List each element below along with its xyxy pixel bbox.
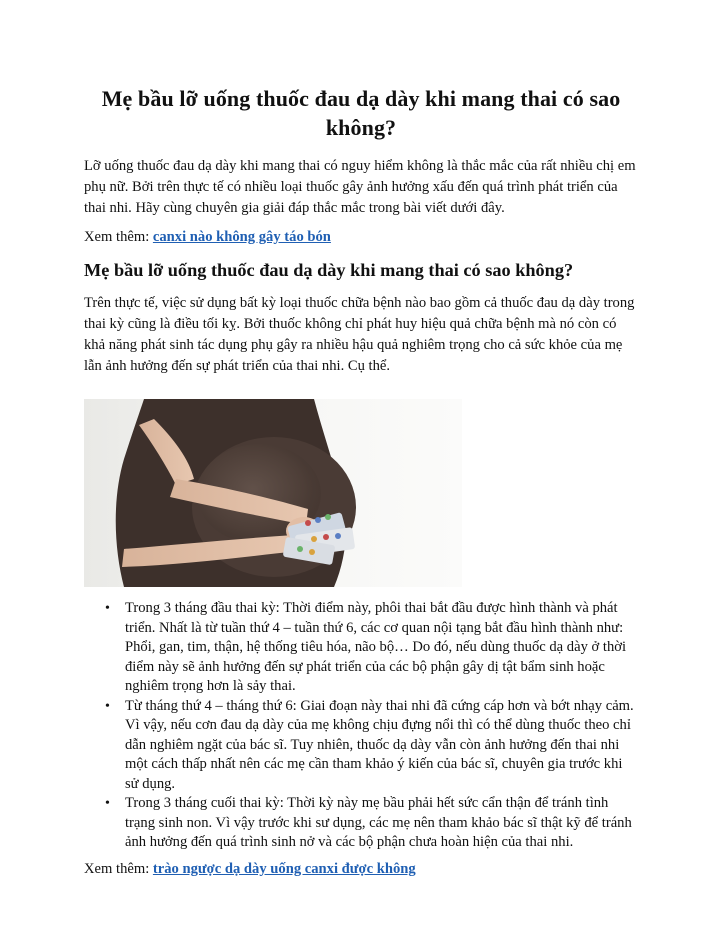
list-item <box>84 697 638 795</box>
see-also-1-link[interactable]: canxi nào không gây táo bón <box>152 229 331 245</box>
intro-paragraph: Lỡ uống thuốc đau dạ dày khi mang thai có nguy hiểm không là thắc mắc của rất nhiều chị em phụ nữ. Bởi trên thực tế có nhiều loại thuốc gây ảnh hưởng xấu đến quá trình phát triển của thai nhi. Hãy cùng chuyên gia giải đáp thắc mắc trong bài viết dưới đây. <box>84 158 636 216</box>
article-title: Mẹ bầu lỡ uống thuốc đau dạ dày khi mang thai có sao không? <box>101 86 621 140</box>
list-item-text: Trong 3 tháng đầu thai kỳ: Thời điểm này, phôi thai bắt đầu được hình thành và phát triển. Nhất là từ tuần thứ 4 – tuần thứ 6, các cơ quan nội tạng bắt đầu hình thành như: Phổi, gan, tim, thận, hệ thống tiêu hóa, não bộ… Do đó, nếu dùng thuốc dạ dày ở thời điểm này sẽ ảnh hưởng đến sự phát triển của các bộ phận gây dị tật bẩm sinh hoặc nghiêm trọng hơn là sảy thai. <box>125 600 627 694</box>
list-item-text: Trong 3 tháng cuối thai kỳ: Thời kỳ này mẹ bầu phải hết sức cẩn thận để tránh tình trạng sinh non. Vì vậy trước khi sư dụng, các mẹ nên tham khảo bác sĩ thật kỹ để tránh ảnh hưởng đến quá trình sinh nở và các bộ phận chưa hoàn hiện của thai nhi. <box>125 795 632 850</box>
see-also-2-prefix: Xem thêm: <box>84 860 153 877</box>
bullet-icon: • <box>105 601 110 616</box>
article-body <box>84 84 638 880</box>
see-also-2-link[interactable]: trào ngược dạ dày uống canxi được không <box>152 860 416 877</box>
list-item <box>84 794 638 853</box>
list-item-text: Từ tháng thứ 4 – tháng thứ 6: Giai đoạn này thai nhi đã cứng cáp hơn và bớt nhạy cảm. Vì vậy, nếu cơn đau dạ dày của mẹ không chịu đựng nổi thì có thể dùng thuốc theo chỉ dẫn nghiêm ngặt của bác sĩ. Tuy nhiên, thuốc dạ dày vẫn còn ảnh hưởng đến thai nhi một cách thấp nhất nên các mẹ cần tham khảo ý kiến của bác sĩ, chuyên gia trước khi sử dụng. <box>125 697 634 792</box>
bullet-icon: • <box>105 796 110 811</box>
see-also-2 <box>84 859 638 880</box>
section-heading: Mẹ bầu lỡ uống thuốc đau dạ dày khi mang thai có sao không? <box>84 260 574 280</box>
section-paragraph: Trên thực tế, việc sử dụng bất kỳ loại thuốc chữa bệnh nào bao gồm cả thuốc đau dạ dày trong thai kỳ cũng là điều tối kỵ. Bởi thuốc không chỉ phát huy hiệu quả chữa bệnh mà nó còn có khả năng phát sinh tác dụng phụ gây ra nhiều hậu quả nghiêm trọng cho cả sức khỏe của mẹ lẫn ảnh hưởng đến sự phát triển của thai nhi. Cụ thể. <box>84 295 635 374</box>
see-also-1-prefix: Xem thêm: <box>84 229 153 245</box>
trimester-list <box>84 599 638 853</box>
list-item <box>84 599 638 697</box>
pregnant-woman-photo <box>84 399 462 587</box>
see-also-1 <box>84 227 638 248</box>
bullet-icon: • <box>105 698 110 714</box>
pregnant-woman-illustration <box>84 399 462 587</box>
